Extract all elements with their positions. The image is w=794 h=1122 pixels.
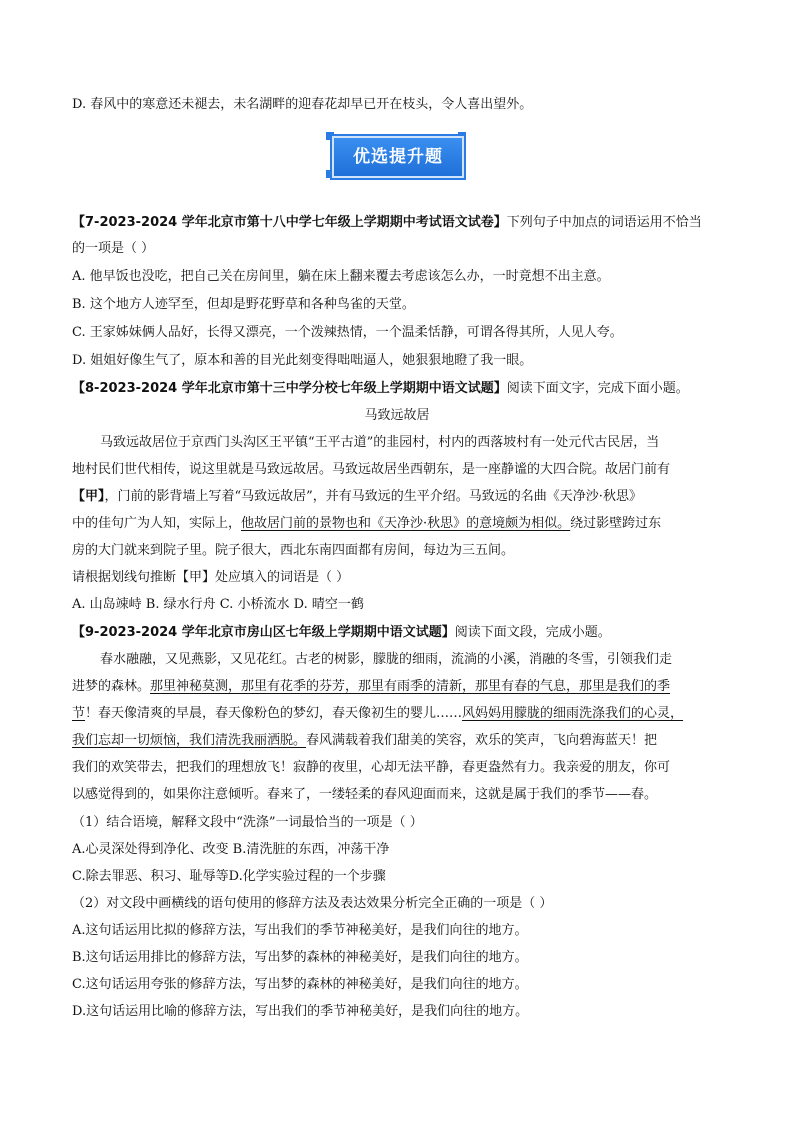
q9-subquestion-1: （1）结合语境，解释文段中“洗涤”一词最恰当的一项是（ ） xyxy=(72,815,423,830)
q9-sub2-option-d: D.这句话运用比喻的修辞方法，写出我们的季节神秘美好，是我们向往的地方。 xyxy=(72,1004,529,1019)
q9-sub1-options-cd: C.除去罪恶、积习、耻辱等D.化学实验过程的一个步骤 xyxy=(72,869,386,884)
q9-sub2-option-b: B.这句话运用排比的修辞方法，写出梦的森林的神秘美好，是我们向往的地方。 xyxy=(72,950,528,965)
q8-passage-text: 中的佳句广为人知，实际上， xyxy=(72,516,242,531)
q8-source: 【8-2023-2024 学年北京市第十三中学分校七年级上学期期中语文试题】 xyxy=(72,381,507,396)
q8-passage-line xyxy=(72,484,642,510)
q8-passage-line: 房的大门就来到院子里。院子很大，西北东南四面都有房间，每边为三五间。 xyxy=(72,543,515,558)
q9-sub1-options-ab: A.心灵深处得到净化、改变 B.清洗脏的东西，冲荡干净 xyxy=(72,842,390,857)
q7-stem-cont: 的一项是（ ） xyxy=(72,241,155,256)
q9-sub2-option-a: A.这句话运用比拟的修辞方法，写出我们的季节神秘美好，是我们向往的地方。 xyxy=(72,923,528,938)
section-banner xyxy=(326,132,466,182)
q9-underlined-sentence: 那里神秘莫测，那里有花季的芬芳，那里有雨季的清新，那里有春的气息，那里是我们的季 xyxy=(150,679,671,694)
q9-passage-line: 春水融融，又见燕影，又见花红。古老的树影，朦胧的细雨，流淌的小溪，消融的冬雪，引领我们走 xyxy=(100,652,673,667)
q9-source: 【9-2023-2024 学年北京市房山区七年级上学期期中语文试题】 xyxy=(72,625,455,640)
q8-passage-line xyxy=(72,511,661,537)
q8-underlined-sentence: 他故居门前的景物也和《天净沙·秋思》的意境颇为相似。 xyxy=(241,516,571,531)
q7-line-1 xyxy=(72,210,702,236)
q8-passage-line: 地村民们世代相传，说这里就是马致远故居。马致远故居坐西朝东，是一座静谧的大四合院。故居门前有 xyxy=(72,462,671,477)
q9-passage-line: 以感觉得到的，如果你注意倾听。春来了，一缕轻柔的春风迎面而来，这就是属于我们的季节——春。 xyxy=(72,787,658,802)
q9-passage-line xyxy=(72,728,657,754)
q9-passage-text: 进梦的森林。 xyxy=(72,679,151,694)
q7-source: 【7-2023-2024 学年北京市第十八中学七年级上学期期中考试语文试卷】 xyxy=(72,215,507,230)
q7-option-b: B. 这个地方人迹罕至，但却是野花野草和各种鸟雀的天堂。 xyxy=(72,297,415,312)
q8-passage-line: 马致远故居位于京西门头沟区王平镇“王平古道”的韭园村，村内的西落坡村有一处元代古民居，当 xyxy=(100,435,660,450)
q9-passage-text: 春风满载着我们甜美的笑容，欢乐的笑声，飞向碧海蓝天！把 xyxy=(306,733,658,748)
q8-passage-text: ，门前的影背墙上写着“马致远故居”，并有马致远的生平介绍。马致远的名曲《天净沙·秋思》 xyxy=(104,489,642,504)
q8-passage-text: 绕过影壁跨过东 xyxy=(570,516,662,531)
q7-option-c: C. 王家姊妹俩人品好，长得又漂亮，一个泼辣热情，一个温柔恬静，可谓各得其所，人见人夸。 xyxy=(72,325,623,340)
q9-sub2-option-c: C.这句话运用夸张的修辞方法，写出梦的森林的神秘美好，是我们向往的地方。 xyxy=(72,977,528,992)
q9-passage-line xyxy=(72,701,683,727)
q9-wavy-sentence: 我们忘却一切烦恼，我们清洗我丽洒脱。 xyxy=(72,733,307,748)
q9-subquestion-2: （2）对文段中画横线的语句使用的修辞方法及表达效果分析完全正确的一项是（ ） xyxy=(72,896,553,911)
q9-wavy-sentence: 风妈妈用朦胧的细雨洗涤我们的心灵， xyxy=(462,706,684,721)
q9-passage-line xyxy=(72,674,670,700)
q9-stem: 阅读下面文段，完成小题。 xyxy=(454,625,611,640)
q9-passage-line: 我们的欢笑带去，把我们的理想放飞！寂静的夜里，心却无法平静，春更盎然有力。我亲爱的朋友，你可 xyxy=(72,760,671,775)
q9-passage-text: ！春天像清爽的早晨，春天像粉色的梦幻，春天像初生的婴儿…… xyxy=(85,706,463,721)
q7-option-d: D. 姐姐好像生气了，原本和善的目光此刻变得咄咄逼人，她狠狠地瞪了我一眼。 xyxy=(72,353,533,368)
q8-blank-jia: 【甲】 xyxy=(72,489,105,504)
banner-label: 优选提升题 xyxy=(332,136,464,178)
q8-line-1 xyxy=(72,376,689,402)
q8-options: A. 山岛竦峙 B. 绿水行舟 C. 小桥流水 D. 晴空一鹤 xyxy=(72,597,364,612)
q8-question: 请根据划线句推断【甲】处应填入的词语是（ ） xyxy=(72,570,350,585)
q9-underlined-sentence: 节 xyxy=(72,706,86,721)
q8-stem: 阅读下面文字，完成下面小题。 xyxy=(506,381,689,396)
prev-option-d: D. 春风中的寒意还未褪去，未名湖畔的迎春花却早已开在枝头，令人喜出望外。 xyxy=(72,97,533,112)
q7-option-a: A. 他早饭也没吃，把自己关在房间里，躺在床上翻来覆去考虑该怎么办，一时竟想不出主意。 xyxy=(72,269,610,284)
q8-passage-title: 马致远故居 xyxy=(364,408,430,423)
q9-line-1 xyxy=(72,620,611,646)
q7-stem: 下列句子中加点的词语运用不恰当 xyxy=(506,215,702,230)
